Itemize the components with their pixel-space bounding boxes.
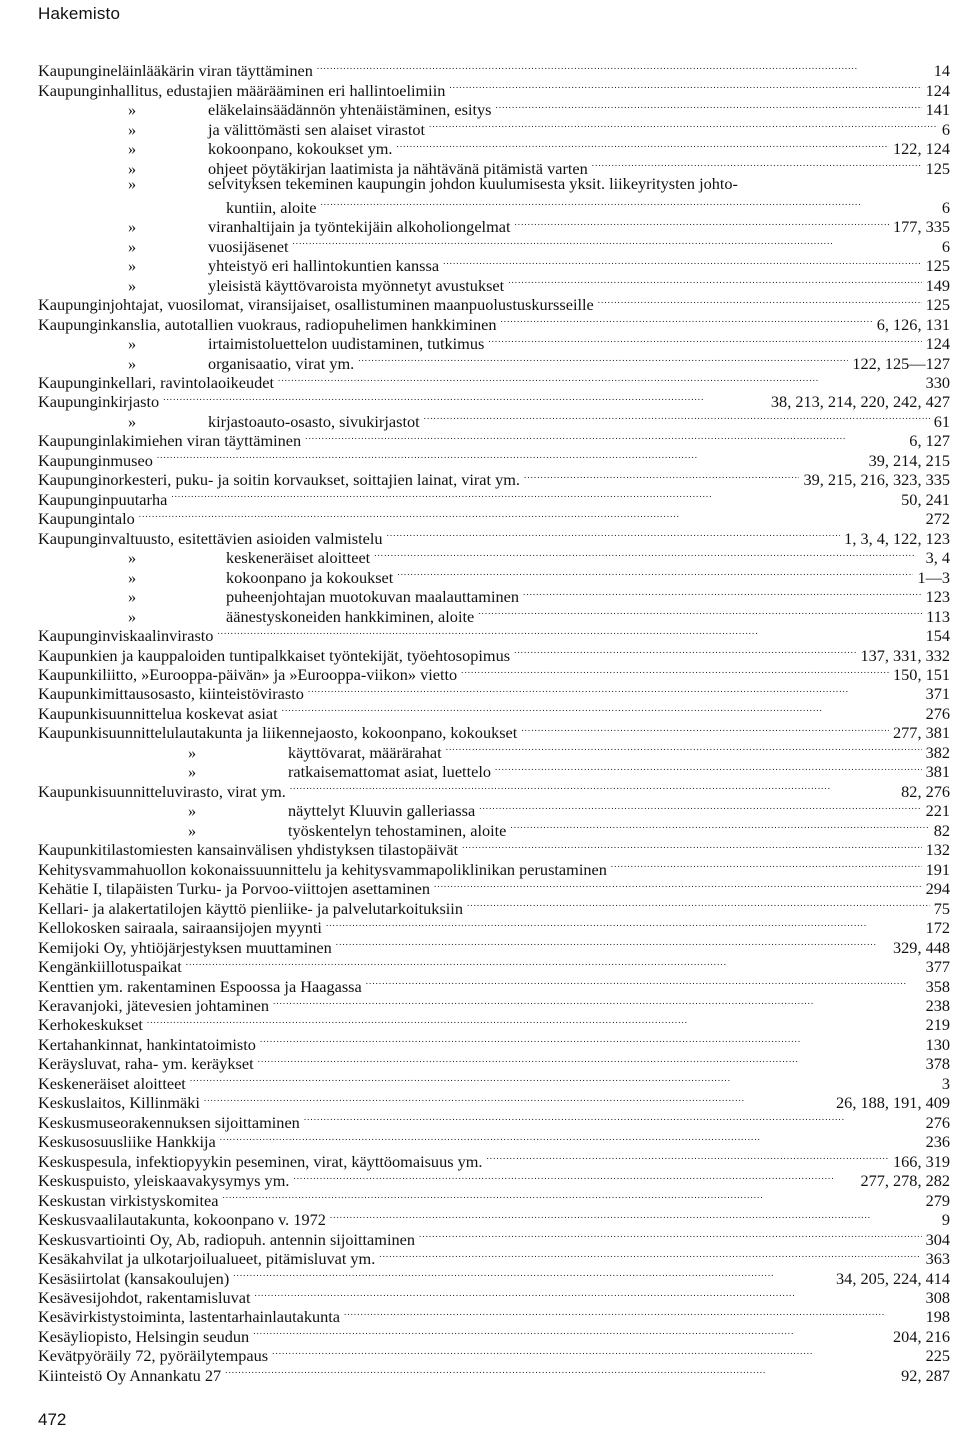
- page-references: 382: [925, 742, 950, 762]
- index-term: Kaupunginpuutarha: [38, 489, 168, 509]
- index-entry: [38, 407, 950, 431]
- index-term: Keskustan virkistyskomitea: [38, 1190, 219, 1210]
- index-term: Kesäyliopisto, Helsingin seudun: [38, 1326, 250, 1346]
- ditto-mark: »: [128, 100, 137, 120]
- dot-leader: [523, 583, 922, 602]
- index-term: Kaupunginorkesteri, puku- ja soitin korvaukset, soittajien lainat, virat ym.: [38, 470, 521, 490]
- index-term: ja välittömästi sen alaiset virastot: [208, 119, 426, 139]
- index-entry: [38, 1030, 950, 1054]
- index-term: Keskuspesula, infektiopyykin peseminen, virat, käyttöomaisuus ym.: [38, 1151, 483, 1171]
- index-term: Kaupunginvaltuusto, esitettävien asioiden valmistelu: [38, 528, 383, 548]
- index-term: kokoonpano, kokoukset ym.: [208, 139, 393, 159]
- index-term: kirjastoauto-osasto, sivukirjastot: [208, 411, 420, 431]
- index-term: Kenttien ym. rakentaminen Espoossa ja Haagassa: [38, 976, 362, 996]
- page-references: 378: [925, 1054, 950, 1074]
- index-term: puheenjohtajan muotokuvan maalauttaminen: [226, 587, 519, 607]
- index-term: Kiinteistö Oy Annankatu 27: [38, 1365, 222, 1385]
- page-references: 141: [925, 100, 950, 120]
- dot-leader: [305, 427, 905, 446]
- page-references: 50, 241: [901, 489, 950, 509]
- page-references: 238: [925, 995, 950, 1015]
- page-references: 1, 3, 4, 122, 123: [844, 528, 950, 548]
- index-list: [38, 57, 950, 1385]
- ditto-mark: »: [128, 606, 137, 626]
- index-term: Kehitysvammahuollon kokonaissuunnittelu ja kehitysvammapoliklinikan perustaminen: [38, 859, 607, 879]
- index-term: Kaupunkisuunnittelua koskevat asiat: [38, 703, 278, 723]
- dot-leader: [157, 446, 865, 465]
- index-term: Kemijoki Oy, yhtiöjärjestyksen muuttaminen: [38, 937, 332, 957]
- index-term: Keravanjoki, jätevesien johtaminen: [38, 995, 270, 1015]
- dot-leader: [273, 992, 922, 1011]
- page-references: 132: [925, 840, 950, 860]
- index-entry: [38, 57, 950, 81]
- index-term: kokoonpano ja kokoukset: [226, 567, 394, 587]
- page-references: 125: [925, 295, 950, 315]
- page-references: 3, 4: [925, 548, 950, 568]
- ditto-mark: »: [128, 139, 137, 159]
- page-references: 122, 124: [893, 139, 950, 159]
- ditto-mark: »: [128, 173, 137, 193]
- page-references: 177, 335: [893, 217, 950, 237]
- page-references: 221: [925, 801, 950, 821]
- ditto-mark: »: [128, 411, 137, 431]
- index-entry: [38, 524, 950, 548]
- dot-leader: [479, 797, 921, 816]
- dot-leader: [397, 563, 913, 582]
- page-references: 358: [925, 976, 950, 996]
- dot-leader: [253, 1322, 889, 1341]
- page-references: 236: [925, 1132, 950, 1152]
- page-references: 9: [941, 1210, 950, 1230]
- page-references: 122, 125—127: [852, 353, 950, 373]
- dot-leader: [495, 96, 921, 115]
- dot-leader: [278, 369, 922, 388]
- page-references: 308: [925, 1288, 950, 1307]
- index-term: Keskuslaitos, Killinmäki: [38, 1093, 200, 1113]
- index-term: Kesävirkistystoiminta, lastentarhainlautakunta: [38, 1307, 341, 1327]
- dot-leader: [434, 875, 922, 894]
- index-term: Kaupunkiliitto, »Eurooppa-päivän» ja »Eurooppa-viikon» vietto: [38, 665, 458, 684]
- dot-leader: [387, 524, 841, 543]
- index-term: Kaupunkisuunnitteluvirasto, virat ym.: [38, 781, 286, 801]
- page-references: 294: [925, 879, 950, 899]
- index-term: Kaupunginmuseo: [38, 450, 153, 470]
- ditto-mark: »: [188, 742, 197, 762]
- dot-leader: [462, 836, 922, 855]
- ditto-mark: »: [128, 275, 137, 295]
- dot-leader: [446, 738, 922, 757]
- ditto-mark: »: [128, 217, 137, 237]
- index-term: äänestyskoneiden hankkiminen, aloite: [226, 606, 475, 626]
- index-term: Kesäsiirtolat (kansakoulujen): [38, 1268, 230, 1288]
- dot-leader: [500, 310, 872, 329]
- index-entry: [38, 777, 950, 801]
- index-term: Keskusmuseorakennuksen sijoittaminen: [38, 1112, 300, 1132]
- index-term: Kaupunginkirjasto: [38, 392, 160, 412]
- index-term: irtaimistoluettelon uudistaminen, tutkimus: [208, 334, 485, 354]
- dot-leader: [397, 135, 890, 154]
- index-term: organisaatio, virat ym.: [208, 353, 355, 373]
- page-references: 150, 151: [893, 665, 950, 684]
- dot-leader: [510, 816, 929, 835]
- dot-leader: [272, 1342, 921, 1361]
- page-references: 130: [925, 1034, 950, 1054]
- dot-leader: [488, 330, 921, 349]
- dot-leader: [293, 1167, 856, 1186]
- ditto-mark: »: [128, 548, 137, 568]
- page-references: 34, 205, 224, 414: [836, 1268, 950, 1288]
- dot-leader: [524, 466, 799, 485]
- dot-leader: [308, 680, 922, 699]
- page-references: 277, 381: [893, 723, 950, 743]
- index-term: ohjeet pöytäkirjan laatimista ja nähtävänä pitämistä varten: [208, 158, 588, 178]
- page-references: 113: [926, 606, 950, 626]
- page-references: 154: [925, 626, 950, 646]
- ditto-mark: »: [128, 334, 137, 354]
- dot-leader: [514, 213, 889, 232]
- ditto-mark: »: [188, 820, 197, 840]
- index-term: vuosijäsenet: [208, 236, 289, 256]
- dot-leader: [514, 641, 856, 660]
- index-term: Kaupunginkanslia, autotallien vuokraus, radiopuhelimen hankkiminen: [38, 314, 497, 334]
- page-references: 125: [925, 158, 950, 178]
- page-references: 6: [941, 236, 950, 256]
- page-references: 166, 319: [893, 1151, 950, 1171]
- page-references: 6, 126, 131: [876, 314, 950, 334]
- dot-leader: [304, 1108, 922, 1127]
- page-references: 125: [925, 256, 950, 276]
- dot-leader: [508, 271, 921, 290]
- index-term: Kesäkahvilat ja ulkotarjoilualueet, pitämisluvat ym.: [38, 1249, 376, 1269]
- dot-leader: [290, 777, 897, 796]
- index-entry: [38, 836, 950, 860]
- page-references: 6: [941, 197, 950, 217]
- page-references: 3: [941, 1073, 950, 1093]
- page-references: 82, 276: [901, 781, 950, 801]
- dot-leader: [495, 758, 922, 777]
- index-term: Kaupunginlakimiehen viran täyttäminen: [38, 431, 302, 451]
- dot-leader: [336, 933, 889, 952]
- index-term: Kaupunkisuunnittelulautakunta ja liikennejaosto, kokoonpano, kokoukset: [38, 723, 518, 743]
- index-term: Kertahankinnat, hankintatoimisto: [38, 1034, 256, 1054]
- dot-leader: [449, 76, 921, 95]
- index-entry: [38, 816, 950, 840]
- index-term: Keskeneräiset aloitteet: [38, 1073, 186, 1093]
- page-number: 472: [38, 1410, 67, 1429]
- page-references: 191: [925, 859, 950, 879]
- dot-leader: [478, 602, 922, 621]
- dot-leader: [592, 154, 922, 173]
- page-references: 304: [925, 1229, 950, 1249]
- dot-leader: [222, 1186, 921, 1205]
- index-term: keskeneräiset aloitteet: [226, 548, 371, 568]
- dot-leader: [429, 115, 938, 134]
- dot-leader: [487, 1147, 890, 1166]
- dot-leader: [379, 1245, 921, 1264]
- index-term: Kellari- ja alakertatilojen käyttö pienliike- ja palvelutarkoituksiin: [38, 898, 463, 918]
- index-term: Kaupunkimittausosasto, kiinteistövirasto: [38, 684, 304, 704]
- page-references: 225: [925, 1346, 950, 1366]
- dot-leader: [171, 485, 897, 504]
- index-term: Kellokosken sairaala, sairaansijojen myynti: [38, 918, 322, 938]
- index-term: Kaupungintalo: [38, 509, 135, 529]
- index-term: näyttelyt Kluuvin galleriassa: [288, 801, 476, 821]
- page-references: 39, 215, 216, 323, 335: [803, 470, 950, 490]
- page-references: 61: [933, 411, 950, 431]
- dot-leader: [292, 232, 937, 251]
- index-term: eläkelainsäädännön yhtenäistäminen, esitys: [208, 100, 492, 120]
- index-term: Kerhokeskukset: [38, 1015, 143, 1035]
- page-references: 75: [933, 898, 950, 918]
- dot-leader: [147, 1011, 922, 1030]
- index-entry: [38, 174, 950, 193]
- ditto-mark: »: [128, 353, 137, 373]
- dot-leader: [521, 719, 889, 738]
- ditto-mark: »: [128, 119, 137, 139]
- dot-leader: [220, 1128, 922, 1147]
- index-term: työskentelyn tehostaminen, aloite: [288, 820, 507, 840]
- index-term: Keskuspuisto, yleiskaavakysymys ym.: [38, 1171, 290, 1191]
- ditto-mark: »: [128, 587, 137, 607]
- ditto-mark: »: [128, 567, 137, 587]
- page-references: 276: [925, 1112, 950, 1132]
- index-entry: [38, 758, 950, 782]
- index-entry: [38, 446, 950, 470]
- index-entry: [38, 193, 950, 217]
- page-references: 137, 331, 332: [860, 645, 950, 665]
- dot-leader: [598, 291, 922, 310]
- ditto-mark: »: [188, 801, 197, 821]
- dot-leader: [186, 953, 922, 972]
- page-references: 38, 213, 214, 220, 242, 427: [770, 392, 950, 412]
- page-references: 330: [925, 372, 950, 392]
- page-references: 329, 448: [893, 937, 950, 957]
- page-references: 124: [925, 334, 950, 354]
- page-references: 6: [941, 119, 950, 139]
- index-term: käyttövarat, määrärahat: [288, 742, 442, 762]
- dot-leader: [461, 661, 889, 680]
- page-references: 124: [925, 80, 950, 100]
- index-term: Kaupunginhallitus, edustajien määrääminen eri hallintoelimiin: [38, 80, 446, 100]
- index-entry: [38, 485, 950, 509]
- dot-leader: [225, 1361, 897, 1380]
- page-references: 39, 214, 215: [868, 450, 950, 470]
- page-references: 172: [925, 918, 950, 938]
- ditto-mark: »: [128, 158, 137, 178]
- page-references: 82: [933, 820, 950, 840]
- dot-leader: [467, 894, 930, 913]
- dot-leader: [317, 57, 930, 76]
- index-term: Keskusvaalilautakunta, kokoonpano v. 1972: [38, 1210, 326, 1230]
- page-references: 92, 287: [901, 1365, 950, 1385]
- dot-leader: [330, 1206, 938, 1225]
- page-references: 123: [925, 587, 950, 607]
- index-term: Kevätpyöräily 72, pyöräilytempaus: [38, 1346, 269, 1366]
- dot-leader: [163, 388, 767, 407]
- index-term: Kaupunkitilastomiesten kansainvälisen yhdistyksen tilastopäivät: [38, 840, 459, 860]
- page-references: 6, 127: [909, 431, 950, 451]
- index-term: Kehätie I, tilapäisten Turku- ja Porvoo-viittojen asettaminen: [38, 879, 431, 899]
- index-entry: [38, 466, 950, 490]
- index-term: Keräysluvat, raha- ym. keräykset: [38, 1054, 254, 1074]
- dot-leader: [282, 699, 922, 718]
- index-term: Kaupunginviskaalinvirasto: [38, 626, 214, 646]
- index-term: Keskusosuusliike Hankkija: [38, 1132, 216, 1152]
- index-term: selvityksen tekeminen kaupungin johdon kuulumisesta yksit. liikeyritysten johto-: [208, 173, 738, 193]
- dot-leader: [611, 855, 922, 874]
- page-references: 363: [925, 1249, 950, 1269]
- page-references: 279: [925, 1190, 950, 1210]
- dot-leader: [258, 1050, 922, 1069]
- dot-leader: [326, 914, 922, 933]
- page-references: 371: [925, 684, 950, 704]
- page-references: 26, 188, 191, 409: [836, 1093, 950, 1113]
- page-references: 277, 278, 282: [860, 1171, 950, 1191]
- index-term: Kaupunkien ja kauppaloiden tuntipalkkaiset työntekijät, työehtosopimus: [38, 645, 511, 665]
- index-term: ratkaisemattomat asiat, luettelo: [288, 762, 491, 782]
- page-references: 272: [925, 509, 950, 529]
- index-term: viranhaltijain ja työntekijäin alkoholiongelmat: [208, 217, 511, 237]
- dot-leader: [366, 972, 922, 991]
- dot-leader: [190, 1069, 938, 1088]
- index-entry: [38, 1011, 950, 1035]
- page-references: 1—3: [917, 567, 950, 587]
- index-term: Kengänkiillotuspaikat: [38, 957, 182, 977]
- dot-leader: [139, 505, 922, 524]
- page-references: 204, 216: [893, 1326, 950, 1346]
- index-entry: [38, 505, 950, 529]
- page-references: 14: [933, 61, 950, 81]
- dot-leader: [217, 622, 921, 641]
- dot-leader: [374, 544, 921, 563]
- dot-leader: [344, 1303, 922, 1322]
- index-entry: [38, 213, 950, 237]
- page-references: 219: [925, 1015, 950, 1035]
- dot-leader: [204, 1089, 832, 1108]
- ditto-mark: »: [128, 256, 137, 276]
- index-term: Kaupunginjohtajat, vuosilomat, viransijaiset, osallistuminen maanpuolustuskursseille: [38, 295, 594, 315]
- page-references: 381: [925, 762, 950, 782]
- index-term: yhteistyö eri hallintokuntien kanssa: [208, 256, 440, 276]
- index-entry: [38, 388, 950, 412]
- index-term: Kesävesijohdot, rakentamisluvat: [38, 1288, 251, 1307]
- dot-leader: [255, 1284, 922, 1303]
- dot-leader: [320, 193, 937, 212]
- dot-leader: [419, 1225, 922, 1244]
- dot-leader: [233, 1264, 832, 1283]
- page-references: 149: [925, 275, 950, 295]
- dot-leader: [260, 1030, 922, 1049]
- dot-leader: [358, 349, 848, 368]
- dot-leader: [443, 252, 922, 271]
- page-header: Hakemisto: [38, 4, 121, 23]
- index-term: Kaupunginkellari, ravintolaoikeudet: [38, 372, 275, 392]
- index-term: yleisistä käyttövaroista myönnetyt avustukset: [208, 275, 505, 295]
- page-references: 276: [925, 703, 950, 723]
- ditto-mark: »: [188, 762, 197, 782]
- index-term: kuntiin, aloite: [226, 197, 317, 217]
- ditto-mark: »: [128, 236, 137, 256]
- page-references: 198: [925, 1307, 950, 1327]
- page-references: 377: [925, 957, 950, 977]
- index-term: Kaupungineläinlääkärin viran täyttäminen: [38, 61, 313, 81]
- index-term: Keskusvartiointi Oy, Ab, radiopuh. antennin sijoittaminen: [38, 1229, 415, 1249]
- dot-leader: [424, 407, 930, 426]
